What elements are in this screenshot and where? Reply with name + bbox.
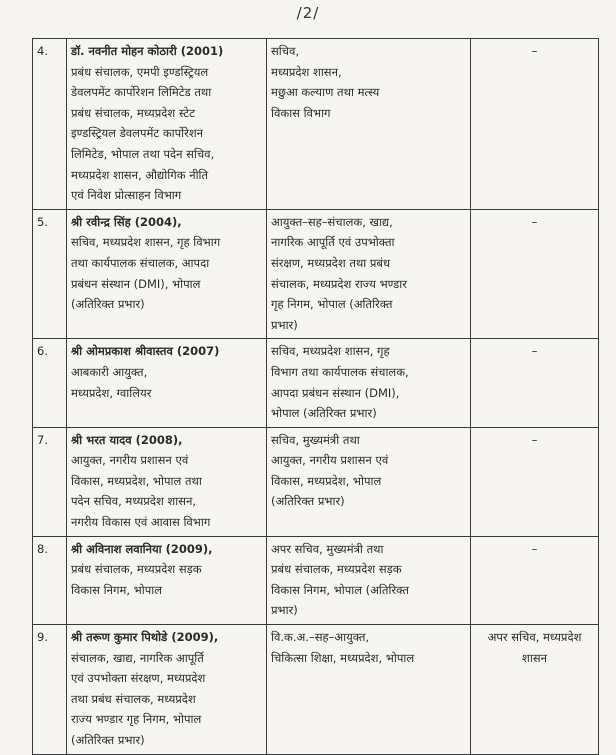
new-posting-line: नागरिक आपूर्ति एवं उपभोक्ता (271, 235, 395, 250)
serial-number: 5. (33, 209, 67, 339)
serial-number: 8. (33, 536, 67, 624)
page-number: /2/ (296, 4, 320, 22)
current-posting-line: सचिव, मध्यप्रदेश शासन, गृह विभाग (71, 235, 221, 250)
current-posting-line: संचालक, खाद्य, नागरिक आपूर्ति (71, 650, 204, 665)
new-posting-line: मछुआ कल्याण तथा मत्स्य (271, 85, 380, 100)
new-posting-line: विकास, मध्यप्रदेश, भोपाल (271, 473, 382, 488)
officer-name: श्री अविनाश लवानिया (2009), (71, 541, 213, 556)
current-posting-line: प्रबंध संचालक, मध्यप्रदेश सड़क (71, 562, 202, 577)
serial-number: 9. (33, 625, 67, 755)
new-posting-line: प्रभार) (271, 317, 298, 332)
new-posting-line: वि.क.अ.–सह–आयुक्त, (271, 630, 370, 645)
serial-number: 7. (33, 427, 67, 536)
table-row (33, 536, 599, 624)
new-posting-line: अपर सचिव, मुख्यमंत्री तथा (271, 541, 384, 556)
new-posting-line: गृह निगम, भोपाल (अतिरिक्त (271, 297, 393, 312)
current-posting-line: प्रबंध संचालक, एमपी इण्डस्ट्रियल (71, 64, 209, 79)
officer-cell (67, 39, 267, 210)
new-posting-line: चिकित्सा शिक्षा, मध्यप्रदेश, भोपाल (271, 650, 415, 665)
new-posting-line: आयुक्त, नगरीय प्रशासन एवं (271, 453, 389, 468)
new-posting-line: भोपाल (अतिरिक्त प्रभार) (271, 406, 377, 421)
additional-charge-cell: अपर सचिव, मध्यप्रदेश शासन (471, 625, 599, 755)
current-posting-line: (अतिरिक्त प्रभार) (71, 733, 145, 747)
current-posting-line: आबकारी आयुक्त, (71, 364, 148, 379)
new-posting-line: सचिव, (271, 44, 300, 58)
new-posting-line: आयुक्त–सह–संचालक, खाद्य, (271, 214, 393, 229)
current-posting-line: इण्डस्ट्रियल डेवलपमेंट कार्पोरेशन (71, 126, 204, 141)
additional-charge-cell: – (471, 536, 599, 624)
current-posting-line: डेवलपमेंट कार्पोरेशन लिमिटेड तथा (71, 85, 212, 100)
current-posting-line: आयुक्त, नगरीय प्रशासन एवं (71, 453, 189, 468)
current-posting-line: मध्यप्रदेश, ग्वालियर (71, 385, 152, 400)
current-posting-line: पदेन सचिव, मध्यप्रदेश शासन, (71, 494, 197, 509)
current-posting-line: प्रबंधन संस्थान (DMI), भोपाल (71, 276, 201, 291)
serial-number: 6. (33, 339, 67, 427)
new-posting-line: मध्यप्रदेश शासन, (271, 64, 342, 79)
new-posting-line: सचिव, मुख्यमंत्री तथा (271, 432, 360, 447)
new-posting-line: विकास निगम, भोपाल (अतिरिक्त (271, 582, 409, 597)
current-posting-line: नगरीय विकास एवं आवास विभाग (71, 515, 211, 530)
table-row (33, 209, 599, 339)
officer-cell (67, 625, 267, 755)
table-row (33, 39, 599, 210)
officer-cell (67, 536, 267, 624)
new-posting-cell (267, 209, 471, 339)
new-posting-line: संचालक, मध्यप्रदेश राज्य भण्डार (271, 276, 407, 291)
new-posting-line: विकास विभाग (271, 105, 331, 120)
new-posting-cell (267, 39, 471, 210)
new-posting-line: प्रभार) (271, 603, 298, 618)
officer-cell (67, 427, 267, 536)
current-posting-line: (अतिरिक्त प्रभार) (71, 297, 145, 312)
additional-charge-cell: – (471, 39, 599, 210)
additional-charge-cell: – (471, 427, 599, 536)
new-posting-line: प्रबंध संचालक, मध्यप्रदेश सड़क (271, 562, 402, 577)
transfer-orders-table (32, 38, 599, 755)
table-row (33, 625, 599, 755)
new-posting-cell (267, 536, 471, 624)
new-posting-line: विभाग तथा कार्यपालक संचालक, (271, 364, 409, 379)
new-posting-line: आपदा प्रबंधन संस्थान (DMI), (271, 385, 400, 400)
current-posting-line: मध्यप्रदेश शासन, औद्योगिक नीति (71, 167, 209, 182)
current-posting-line: राज्य भण्डार गृह निगम, भोपाल (71, 712, 202, 727)
table-body (33, 39, 599, 755)
new-posting-line: संरक्षण, मध्यप्रदेश तथा प्रबंध (271, 255, 391, 270)
new-posting-cell (267, 339, 471, 427)
officer-cell (67, 209, 267, 339)
current-posting-line: विकास निगम, भोपाल (71, 582, 163, 597)
table-row (33, 339, 599, 427)
current-posting-line: प्रबंध संचालक, मध्यप्रदेश स्टेट (71, 105, 195, 120)
new-posting-line: (अतिरिक्त प्रभार) (271, 494, 345, 509)
current-posting-line: विकास, मध्यप्रदेश, भोपाल तथा (71, 473, 202, 488)
additional-charge-cell: – (471, 339, 599, 427)
current-posting-line: तथा कार्यपालक संचालक, आपदा (71, 255, 210, 270)
officer-name: डॉ. नवनीत मोहन कोठारी (2001) (71, 44, 224, 58)
new-posting-cell (267, 625, 471, 755)
serial-number: 4. (33, 39, 67, 210)
current-posting-line: एवं निवेश प्रोत्साहन विभाग (71, 188, 182, 203)
new-posting-line: सचिव, मध्यप्रदेश शासन, गृह (271, 344, 390, 359)
officer-name: श्री ओमप्रकाश श्रीवास्तव (2007) (71, 344, 220, 359)
new-posting-cell (267, 427, 471, 536)
table-row (33, 427, 599, 536)
officer-name: श्री भरत यादव (2008), (71, 432, 183, 447)
officer-name: श्री तरूण कुमार पिथोडे (2009), (71, 630, 219, 645)
current-posting-line: लिमिटेड, भोपाल तथा पदेन सचिव, (71, 146, 215, 161)
current-posting-line: एवं उपभोक्ता संरक्षण, मध्यप्रदेश (71, 671, 206, 686)
officer-name: श्री रवीन्द्र सिंह (2004), (71, 214, 182, 229)
additional-charge-cell: – (471, 209, 599, 339)
officer-cell (67, 339, 267, 427)
current-posting-line: तथा प्रबंध संचालक, मध्यप्रदेश (71, 691, 196, 706)
